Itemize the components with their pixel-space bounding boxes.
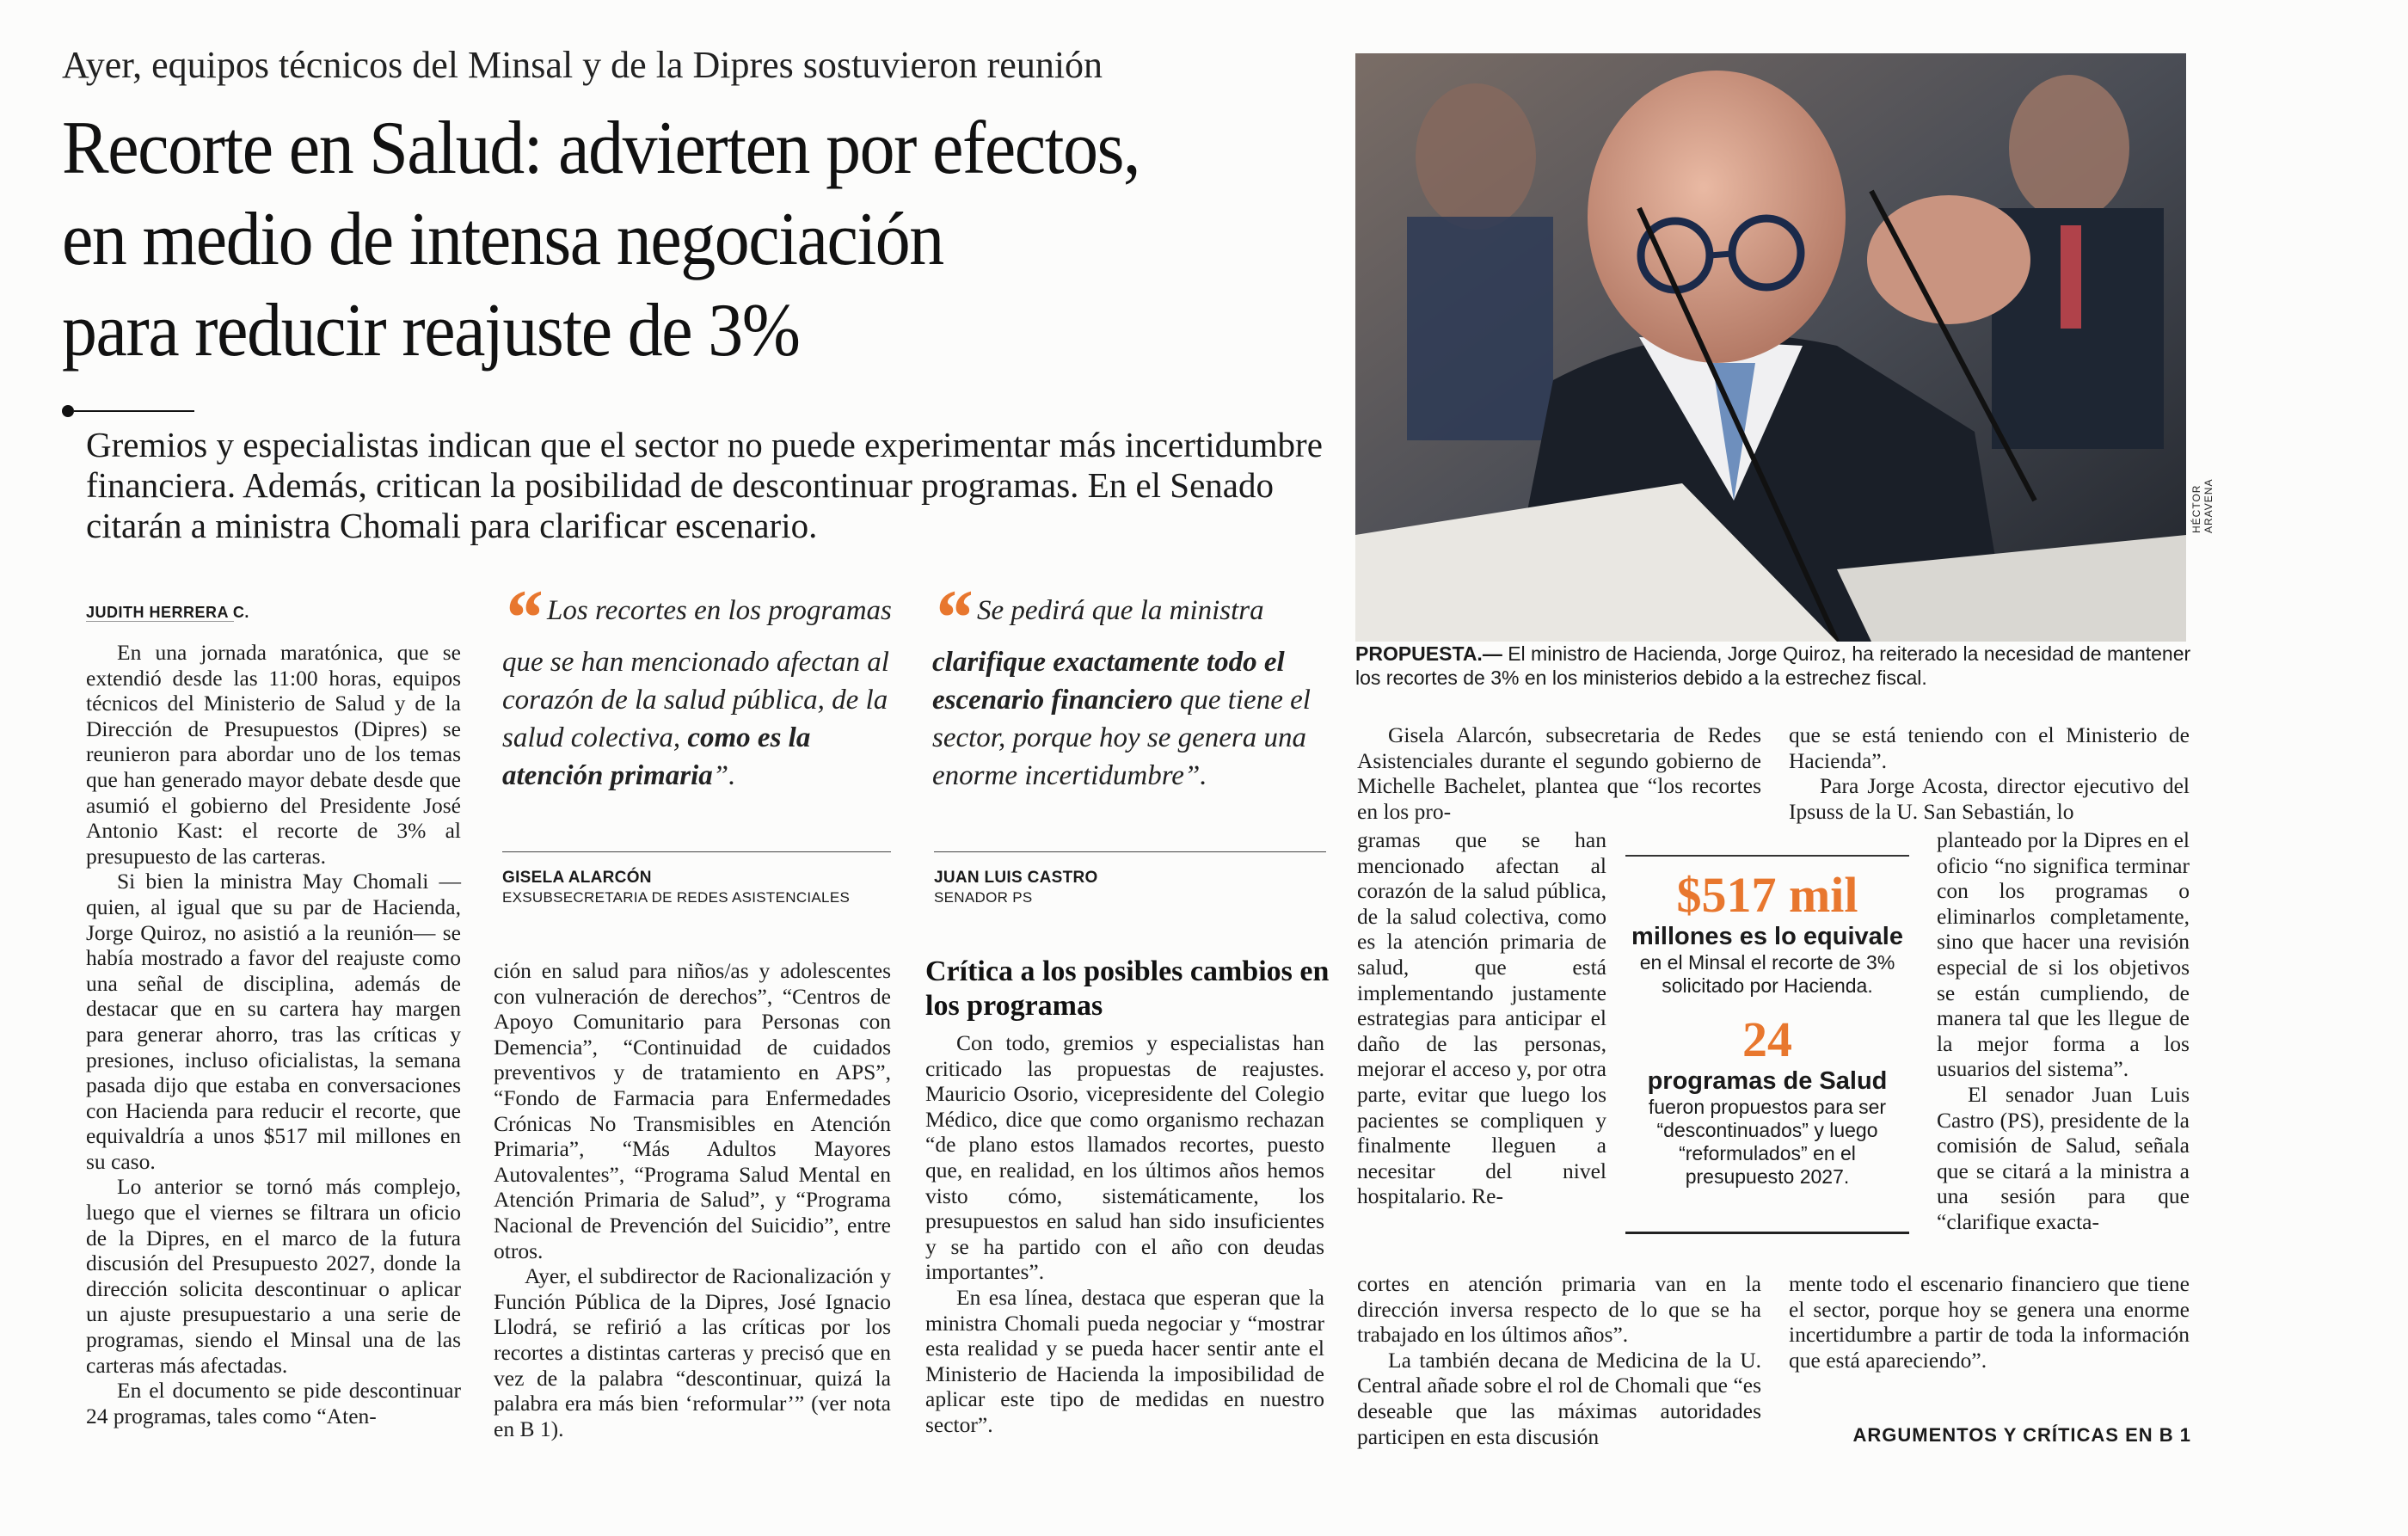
- deck: Gremios y especialistas indican que el sector no puede experimentar más incertidumbre financiera. Además, critican la posibilidad de descontinuar programas. En el Senado citarán a ministra Chomali para clarificar escenario.: [86, 425, 1323, 545]
- headline-line-2: en medio de intensa negociación: [62, 198, 943, 281]
- pull-quote-1: [502, 574, 900, 795]
- quote1-name: GISELA ALARCÓN: [502, 869, 652, 887]
- quote1-role: EXSUBSECRETARIA DE REDES ASISTENCIALES: [502, 889, 851, 906]
- quote2-rule: [934, 851, 1326, 852]
- quote-mark-icon: “: [932, 574, 972, 661]
- column-3: [925, 1030, 1324, 1438]
- quote2-name: JUAN LUIS CASTRO: [934, 869, 1098, 887]
- factbox-figure-1: $517 mil: [1676, 867, 1858, 923]
- quote-mark-icon: “: [502, 574, 542, 661]
- quote2-role: SENADOR PS: [934, 889, 1033, 906]
- col5-paragraph: planteado por la Dipres en el oficio “no significa terminar con los programas o eliminarlos completamente, sino que hacer una revisión especial de si los objetivos se están cumpliendo, de manera tal que les llegue de la mejor forma a los usuarios del sistema”.: [1937, 827, 2190, 1082]
- photo-minister: [1355, 53, 2186, 642]
- headline-line-3: para reducir reajuste de 3%: [62, 289, 800, 372]
- headline-line-1: Recorte en Salud: advierten por efectos,: [62, 107, 1140, 190]
- col4-paragraph: La también decana de Medicina de la U. Central añade sobre el rol de Chomali que “es deseable que las máximas autoridades participen en esta discusión: [1357, 1347, 1761, 1449]
- factbox-bottom-rule: [1625, 1232, 1909, 1234]
- caption-text: El ministro de Hacienda, Jorge Quiroz, ha reiterado la necesidad de mantener los recortes de 3% en los ministerios debido a la estrechez fiscal.: [1355, 642, 2191, 689]
- column-2: [494, 958, 891, 1441]
- factbox-top-rule: [1625, 855, 1909, 857]
- column-4a: [1357, 722, 1761, 824]
- pull-quote-2: [932, 574, 1333, 795]
- factbox-title-1: millones es lo equivale: [1631, 923, 1903, 950]
- quote1-text: Los recortes en los programas que se han mencionado afectan al corazón de la salud pública, de la salud colectiva,: [502, 595, 892, 753]
- col5-paragraph: Para Jorge Acosta, director ejecutivo del Ipsuss de la U. San Sebastián, lo: [1789, 773, 2190, 824]
- quote2-text: Se pedirá que la ministra: [977, 595, 1264, 626]
- quote1-end: ”.: [712, 760, 736, 791]
- photo-credit: HÉCTOR ARAVENA: [2190, 478, 2214, 533]
- factbox-desc-1: en el Minsal el recorte de 3% solicitado por Hacienda.: [1639, 951, 1895, 997]
- col4-paragraph: cortes en atención primaria van en la dirección inversa respecto de lo que se ha trabajado en los últimos años”.: [1357, 1271, 1761, 1348]
- col5-paragraph: mente todo el escenario financiero que tiene el sector, porque hoy se genera una enorme incertidumbre a partir de toda la información que está apareciendo”.: [1789, 1271, 2190, 1373]
- column-4b: [1357, 827, 1606, 1209]
- quote1-rule: [502, 851, 891, 852]
- factbox-desc-2: fueron propuestos para ser “descontinuados” y luego “reformulados” en el presupuesto 2027.: [1648, 1096, 1887, 1188]
- byline: JUDITH HERRERA C.: [86, 604, 249, 621]
- col3-paragraph: Con todo, gremios y especialistas han criticado las propuestas de reajustes. Mauricio Osorio, vicepresidente del Colegio Médico, dice que como organismo rechazan “de plano estos llamados recortes, puesto que, en realidad, en los últimos años hemos visto cómo, sistemáticamente, los presupuestos en salud han sido insuficientes y se ha partido con el año con deudas importantes”.: [925, 1030, 1324, 1285]
- col1-paragraph: En una jornada maratónica, que se extendió desde las 11:00 horas, equipos técnicos del Ministerio de Salud y de la Dirección de Presupuestos (Dipres) se reunieron para abordar uno de los temas que han generado mayor debate desde que asumió el gobierno del Presidente José Antonio Kast: el recorte de 3% al presupuesto de las carteras.: [86, 640, 461, 869]
- column-4c: [1357, 1271, 1761, 1449]
- quote2-end: que tiene el sector, porque hoy se genera una enorme incertidumbre”.: [932, 685, 1311, 791]
- headline: [62, 103, 1278, 377]
- col1-paragraph: Lo anterior se tornó más complejo, luego que el viernes se filtrara un oficio de la Dipres, en el marco de la futura discusión del Presupuesto 2027, donde la dirección solicita descontinuar o aplicar un ajuste presupuestario a una serie de programas, siendo el Minsal una de las carteras más afectadas.: [86, 1174, 461, 1378]
- caption-label: PROPUESTA.—: [1355, 642, 1502, 665]
- col1-paragraph: Si bien la ministra May Chomali —quien, al igual que su par de Hacienda, Jorge Quiroz, no asistió a la reunión— se había mostrado a favor del reajuste como una señal de disciplina, además de destacar que en su cartera hay margen para generar ahorro, tras las críticas y presiones, incluso oficialistas, la semana pasada dijo que estaba en conversaciones con Hacienda para reducir el recorte, que equivaldría a unos $517 mil millones en su caso.: [86, 869, 461, 1174]
- deck-rule-dot: [62, 405, 74, 417]
- subhead: Crítica a los posibles cambios en los programas: [925, 955, 1330, 1022]
- quote1-bold: como es la atención primaria: [502, 722, 811, 791]
- col4-paragraph: Gisela Alarcón, subsecretaria de Redes Asistenciales durante el segundo gobierno de Michelle Bachelet, plantea que “los recortes en los pro-: [1357, 722, 1761, 824]
- col5-paragraph: que se está teniendo con el Ministerio de Hacienda”.: [1789, 722, 2190, 773]
- deck-rule-line: [74, 410, 194, 412]
- column-1: [86, 640, 461, 1428]
- col5-paragraph: El senador Juan Luis Castro (PS), presidente de la comisión de Salud, señala que se citará a la ministra a una sesión para que “clarifique exacta-: [1937, 1081, 2190, 1234]
- photo-illustration: [1355, 53, 2186, 642]
- cross-reference[interactable]: ARGUMENTOS Y CRÍTICAS EN B 1: [1852, 1424, 2191, 1446]
- col4-paragraph: gramas que se han mencionado afectan al corazón de la salud pública, de la salud colectiva, como es la atención primaria de salud, que está implementando justamente estrategias para anticipar el daño de las personas, mejorar el acceso y, por otra parte, evitar que luego los pacientes se compliquen y finalmente lleguen a necesitar del nivel hospitalario. Re-: [1357, 827, 1606, 1209]
- quote2-bold: clarifique exactamente todo el escenario financiero: [932, 647, 1285, 716]
- column-5b: [1937, 827, 2190, 1235]
- col1-paragraph: En el documento se pide descontinuar 24 programas, tales como “Aten-: [86, 1378, 461, 1428]
- factbox-figure-2: 24: [1742, 1011, 1792, 1067]
- photo-caption: [1355, 642, 2215, 690]
- col3-paragraph: En esa línea, destaca que esperan que la ministra Chomali pueda negociar y “mostrar esta realidad y se pueda hacer sentir ante el Ministerio de Hacienda la imposibilidad de aplicar este tipo de medidas en nuestro sector”.: [925, 1284, 1324, 1437]
- col2-paragraph: Ayer, el subdirector de Racionalización y Función Pública de la Dipres, José Ignacio Llodrá, se refirió a las críticas por los recortes a distintas carteras y precisó que en vez de la palabra “descontinuar, quizá la palabra era más bien ‘reformular’” (ver nota en B 1).: [494, 1263, 891, 1441]
- column-5c: [1789, 1271, 2190, 1373]
- byline-rule: [86, 621, 234, 622]
- col2-paragraph: ción en salud para niños/as y adolescentes con vulneración de derechos”, “Centros de Apoyo Comunitario para Personas con Demencia”, “Continuidad de cuidados preventivos y de tratamiento en APS”, “Fondo de Farmacia para Enfermedades Crónicas No Transmisibles en Atención Primaria”, “Más Adultos Mayores Autovalentes”, “Programa Salud Mental en Atención Primaria de Salud”, y “Programa Nacional de Prevención del Suicidio”, entre otros.: [494, 958, 891, 1263]
- kicker: Ayer, equipos técnicos del Minsal y de la Dipres sostuvieron reunión: [62, 44, 1103, 86]
- column-5a: [1789, 722, 2190, 824]
- factbox-title-2: programas de Salud: [1647, 1067, 1888, 1095]
- factbox: [1625, 869, 1909, 1189]
